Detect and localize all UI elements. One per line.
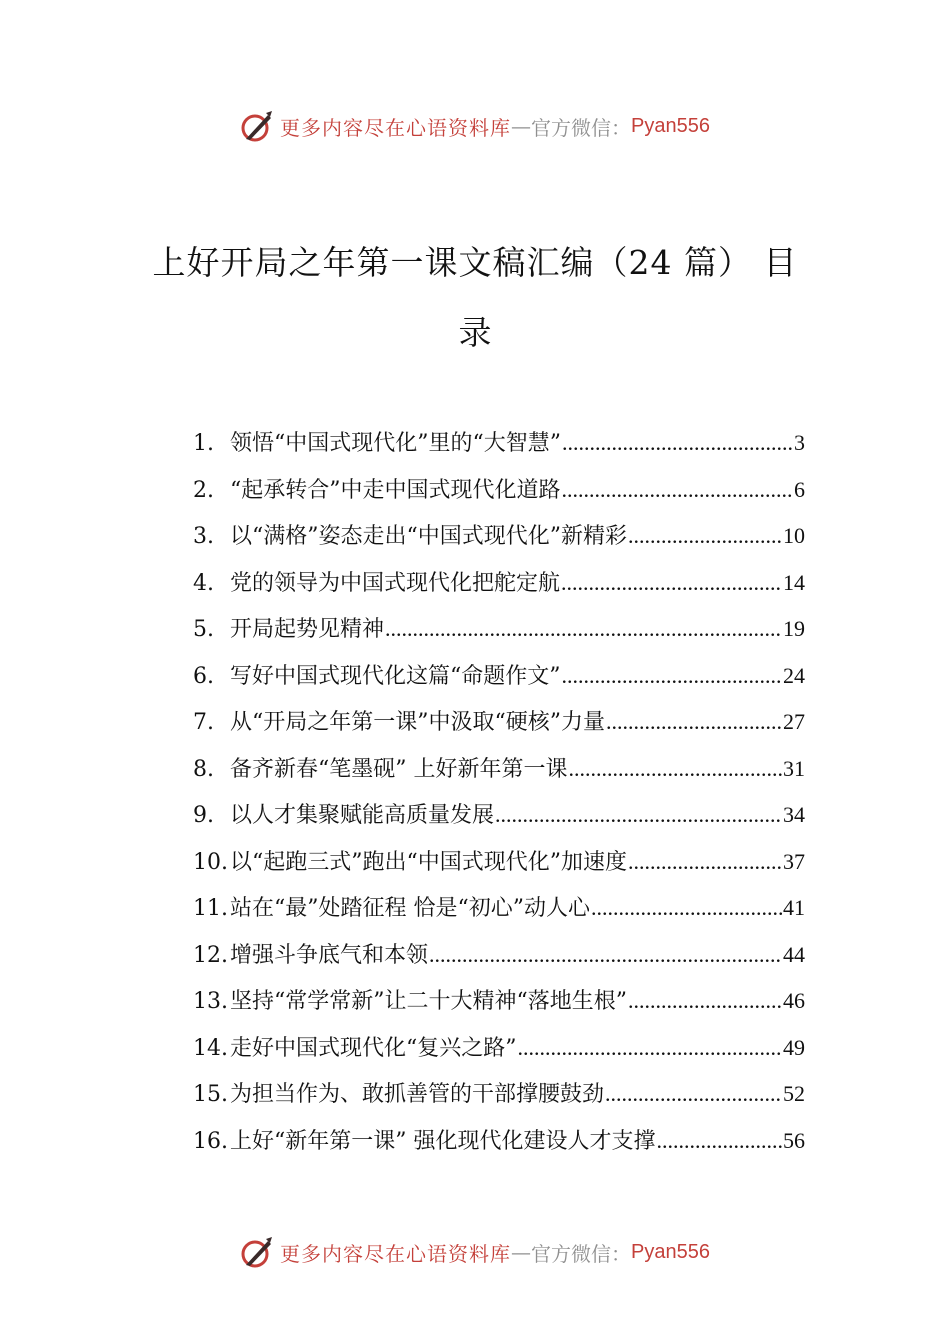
toc-entry[interactable]	[193, 420, 805, 467]
toc-leader	[518, 1025, 783, 1072]
toc-leader	[562, 467, 794, 514]
pen-circle-icon	[240, 109, 274, 143]
toc-page-number: 49	[783, 1034, 805, 1060]
toc-leader	[561, 560, 782, 607]
title-line-1: 上好开局之年第一课文稿汇编（24 篇） 目	[152, 243, 798, 282]
toc-leader	[628, 839, 782, 886]
toc-entry[interactable]	[193, 1118, 805, 1165]
toc-entry[interactable]	[193, 699, 805, 746]
toc-title: “起承转合”中走中国式现代化道路	[230, 477, 561, 503]
toc-page-number: 10	[783, 523, 805, 548]
toc-number: 5.	[193, 617, 214, 642]
toc-entry[interactable]	[193, 513, 805, 560]
toc-number: 4.	[193, 570, 214, 596]
toc-entry[interactable]	[193, 978, 805, 1025]
toc-entry[interactable]	[193, 560, 805, 607]
toc-number: 13.	[193, 989, 228, 1014]
document-title	[120, 228, 830, 368]
banner-separator: —	[511, 114, 532, 138]
toc-number: 7.	[193, 710, 214, 735]
banner-main-text: 更多内容尽在心语资料库	[280, 1241, 512, 1266]
table-of-contents	[193, 420, 805, 1164]
toc-entry[interactable]	[193, 839, 805, 886]
toc-entry[interactable]	[193, 792, 805, 839]
toc-entry[interactable]	[193, 467, 805, 514]
toc-title: 党的领导为中国式现代化把舵定航	[230, 570, 561, 596]
toc-leader	[429, 932, 782, 979]
toc-page-number: 19	[783, 616, 805, 641]
toc-entry[interactable]	[193, 606, 805, 653]
toc-page-number: 52	[783, 1081, 805, 1106]
banner-wechat-label: 官方微信：	[531, 115, 632, 140]
banner-wechat-id: Pyan556	[631, 1240, 710, 1263]
toc-title: 开局起势见精神	[230, 617, 385, 642]
toc-title: 站在“最”处踏征程 恰是“初心”动人心	[230, 896, 590, 921]
toc-entry[interactable]	[193, 653, 805, 700]
toc-page-number: 14	[783, 569, 805, 595]
toc-entry[interactable]	[193, 1071, 805, 1118]
toc-page-number: 3	[794, 430, 805, 455]
toc-entry[interactable]	[193, 746, 805, 793]
toc-leader	[495, 792, 782, 839]
banner-separator: —	[511, 1240, 532, 1264]
toc-entry[interactable]	[193, 885, 805, 932]
toc-title: 以“满格”姿态走出“中国式现代化”新精彩	[230, 524, 627, 549]
toc-leader	[628, 978, 782, 1025]
toc-entry[interactable]	[193, 1025, 805, 1072]
toc-title: 坚持“常学常新”让二十大精神“落地生根”	[230, 989, 627, 1014]
toc-title: 以“起跑三式”跑出“中国式现代化”加速度	[230, 849, 627, 875]
toc-number: 11.	[193, 896, 228, 921]
toc-number: 10.	[193, 849, 228, 875]
toc-leader	[562, 653, 783, 700]
toc-title: 领悟“中国式现代化”里的“大智慧”	[230, 431, 561, 456]
toc-title: 备齐新春“笔墨砚” 上好新年第一课	[230, 756, 568, 782]
toc-title: 走好中国式现代化“复兴之路”	[230, 1035, 517, 1061]
toc-title: 为担当作为、敢抓善管的干部撑腰鼓劲	[230, 1082, 605, 1107]
toc-page-number: 6	[794, 476, 805, 502]
toc-title: 以人才集聚赋能高质量发展	[230, 803, 495, 828]
banner-wechat-id: Pyan556	[631, 114, 710, 137]
toc-number: 6.	[193, 663, 214, 689]
toc-title: 上好“新年第一课” 强化现代化建设人才支撑	[230, 1128, 656, 1154]
toc-number: 14.	[193, 1035, 228, 1061]
toc-page-number: 56	[783, 1127, 805, 1153]
toc-leader	[562, 420, 793, 467]
toc-leader	[606, 699, 782, 746]
title-line-2: 录	[458, 313, 492, 352]
toc-page-number: 41	[783, 895, 805, 920]
toc-leader	[569, 746, 783, 793]
toc-leader	[385, 606, 782, 653]
toc-number: 2.	[193, 477, 214, 503]
toc-page-number: 31	[783, 755, 805, 781]
toc-leader	[657, 1118, 783, 1165]
toc-number: 15.	[193, 1082, 228, 1107]
toc-number: 3.	[193, 524, 214, 549]
toc-leader	[628, 513, 782, 560]
toc-title: 从“开局之年第一课”中汲取“硬核”力量	[230, 710, 605, 735]
footer-banner	[0, 1232, 950, 1272]
toc-number: 1.	[193, 431, 214, 456]
banner-wechat-label: 官方微信：	[531, 1241, 632, 1266]
toc-page-number: 46	[783, 988, 805, 1013]
toc-number: 12.	[193, 942, 228, 968]
toc-number: 8.	[193, 756, 214, 782]
toc-page-number: 44	[783, 941, 805, 967]
toc-page-number: 34	[783, 802, 805, 827]
toc-leader	[605, 1071, 782, 1118]
toc-leader	[591, 885, 782, 932]
toc-number: 9.	[193, 803, 214, 828]
toc-entry[interactable]	[193, 932, 805, 979]
toc-page-number: 27	[783, 709, 805, 734]
toc-title: 写好中国式现代化这篇“命题作文”	[230, 663, 561, 689]
toc-number: 16.	[193, 1128, 228, 1154]
banner-main-text: 更多内容尽在心语资料库	[280, 115, 512, 140]
toc-page-number: 37	[783, 848, 805, 874]
toc-page-number: 24	[783, 662, 805, 688]
header-banner	[0, 106, 950, 146]
pen-circle-icon	[240, 1235, 274, 1269]
toc-title: 增强斗争底气和本领	[230, 942, 429, 968]
